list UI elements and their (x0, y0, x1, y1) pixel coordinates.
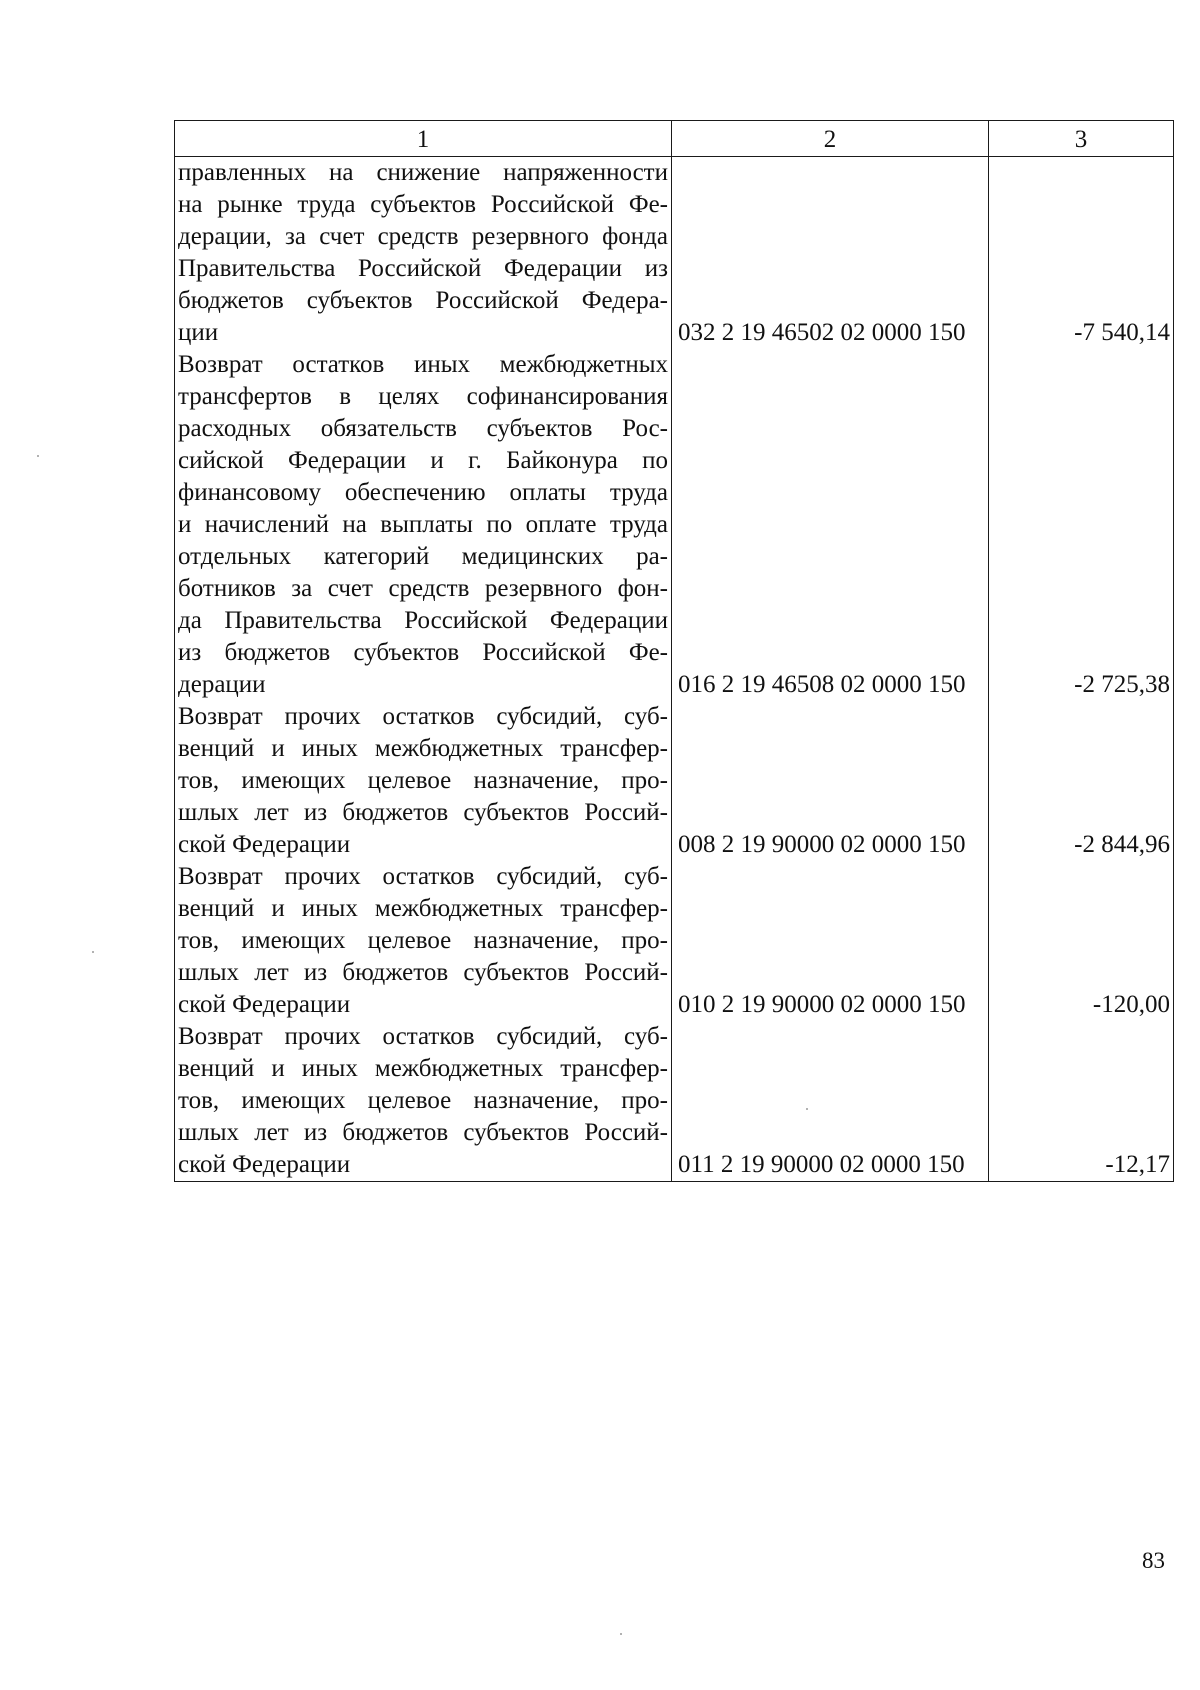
budget-code-cell: 010 2 19 90000 02 0000 150 (672, 861, 989, 1021)
description-line: из бюджетов субъектов Российской Фе- (178, 639, 668, 666)
description-line: венций и иных межбюджетных трансфер- (178, 1055, 668, 1082)
description-line: ской Федерации (178, 1151, 351, 1178)
description-line: Возврат прочих остатков субсидий, суб- (178, 703, 668, 730)
scan-speck (92, 951, 94, 953)
table-row (175, 861, 1174, 1021)
description-line: дерации, за счет средств резервного фонда (178, 223, 668, 250)
description-cell (175, 157, 672, 350)
table-body (175, 157, 1174, 1182)
scan-speck (620, 1633, 622, 1635)
description-cell (175, 1021, 672, 1182)
description-line: тов, имеющих целевое назначение, про- (178, 927, 668, 954)
column-header-3: 3 (989, 121, 1174, 157)
description-cell (175, 861, 672, 1021)
description-line: да Правительства Российской Федерации (178, 607, 668, 634)
page-number: 83 (1142, 1548, 1165, 1573)
budget-code-cell: 016 2 19 46508 02 0000 150 (672, 349, 989, 701)
budget-code-cell: 032 2 19 46502 02 0000 150 (672, 157, 989, 350)
column-header-1: 1 (175, 121, 672, 157)
table-row (175, 1021, 1174, 1182)
description-line: финансовому обеспечению оплаты труда (178, 479, 668, 506)
description-line: на рынке труда субъектов Российской Фе- (178, 191, 668, 218)
description-line: расходных обязательств субъектов Рос- (178, 415, 668, 442)
description-line: тов, имеющих целевое назначение, про- (178, 767, 668, 794)
table-row (175, 349, 1174, 701)
budget-code-cell: 008 2 19 90000 02 0000 150 (672, 701, 989, 861)
description-line: отдельных категорий медицинских ра- (178, 543, 668, 570)
table-row (175, 701, 1174, 861)
description-line: сийской Федерации и г. Байконура по (178, 447, 668, 474)
amount-cell: -2 725,38 (989, 349, 1174, 701)
description-line: Возврат прочих остатков субсидий, суб- (178, 863, 668, 890)
description-line: венций и иных межбюджетных трансфер- (178, 895, 668, 922)
description-line: трансфертов в целях софинансирования (178, 383, 668, 410)
description-line: Возврат остатков иных межбюджетных (178, 351, 668, 378)
description-line: и начислений на выплаты по оплате труда (178, 511, 668, 538)
description-cell (175, 701, 672, 861)
scan-speck (37, 455, 39, 457)
description-cell (175, 349, 672, 701)
scan-speck (806, 1108, 808, 1110)
amount-cell: -12,17 (989, 1021, 1174, 1182)
description-line: шлых лет из бюджетов субъектов Россий- (178, 799, 668, 826)
description-line: шлых лет из бюджетов субъектов Россий- (178, 959, 668, 986)
column-header-2: 2 (672, 121, 989, 157)
description-line: дерации (178, 671, 266, 698)
description-line: ской Федерации (178, 991, 351, 1018)
table-header (175, 121, 1174, 157)
description-line: бюджетов субъектов Российской Федера- (178, 287, 668, 314)
description-line: тов, имеющих целевое назначение, про- (178, 1087, 668, 1114)
table-row (175, 157, 1174, 350)
description-line: шлых лет из бюджетов субъектов Россий- (178, 1119, 668, 1146)
amount-cell: -2 844,96 (989, 701, 1174, 861)
description-line: ботников за счет средств резервного фон- (178, 575, 668, 602)
budget-table (174, 120, 1174, 1182)
description-line: венций и иных межбюджетных трансфер- (178, 735, 668, 762)
description-line: ской Федерации (178, 831, 351, 858)
budget-code-cell: 011 2 19 90000 02 0000 150 (672, 1021, 989, 1182)
header-row (175, 121, 1174, 157)
amount-cell: -7 540,14 (989, 157, 1174, 350)
description-line: Возврат прочих остатков субсидий, суб- (178, 1023, 668, 1050)
amount-cell: -120,00 (989, 861, 1174, 1021)
description-line: Правительства Российской Федерации из (178, 255, 668, 282)
description-line: ции (178, 319, 219, 346)
description-line: правленных на снижение напряженности (178, 159, 668, 186)
